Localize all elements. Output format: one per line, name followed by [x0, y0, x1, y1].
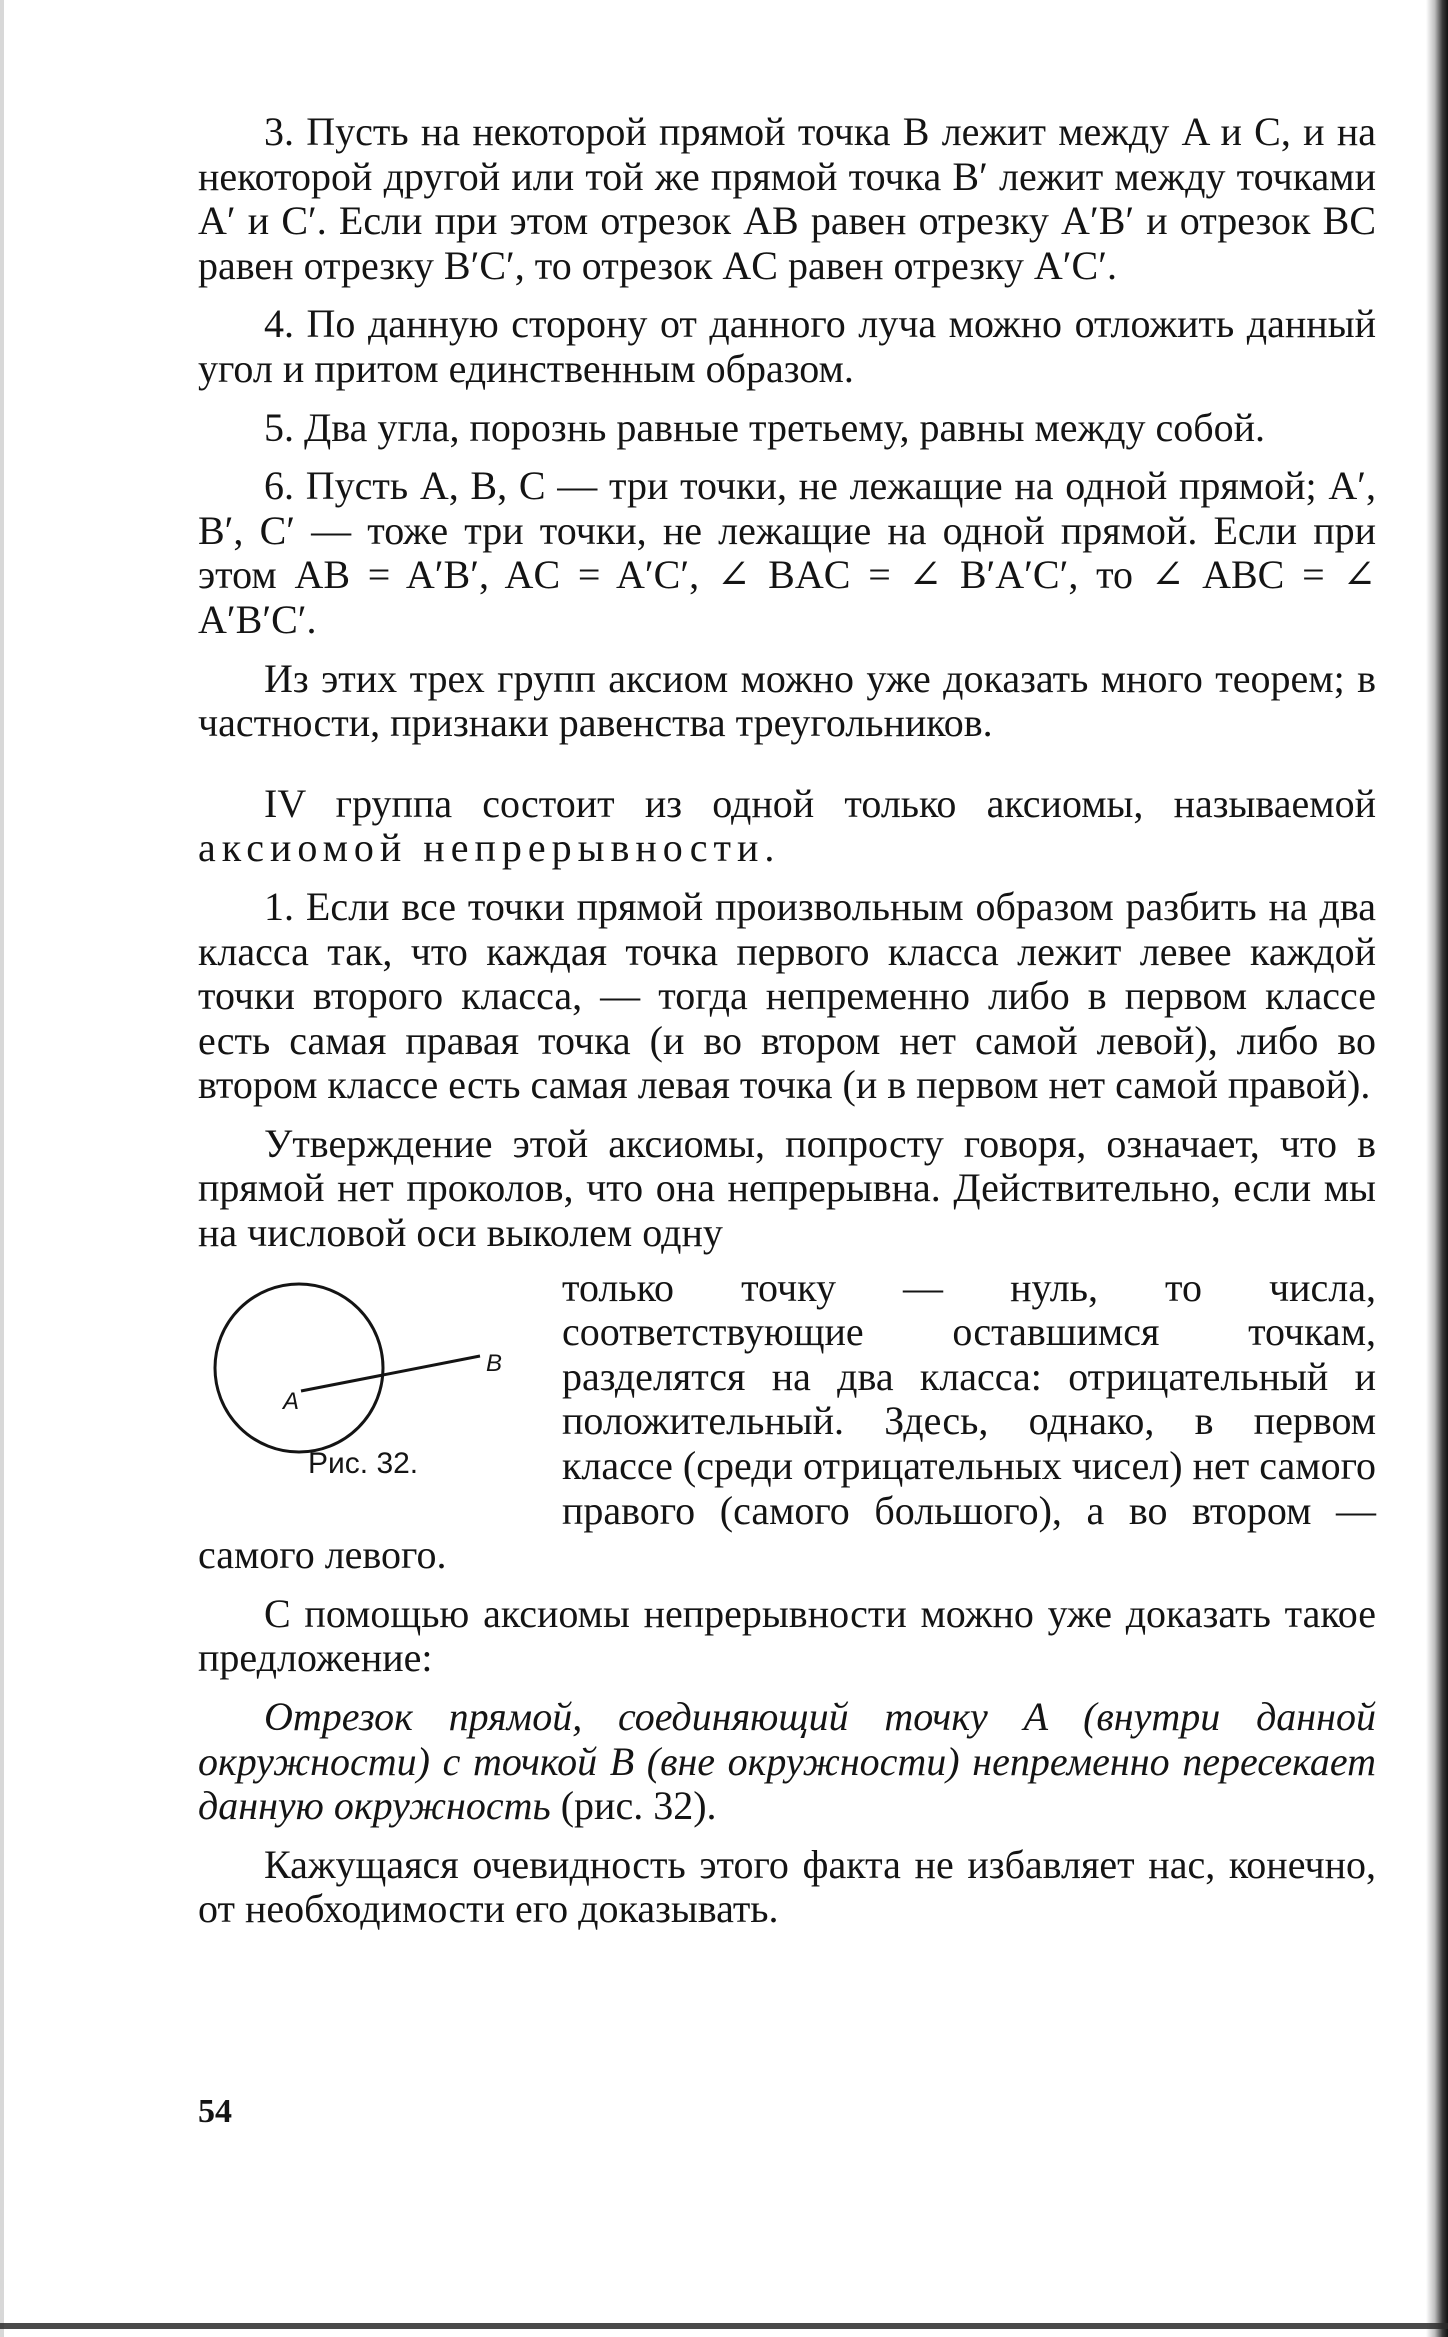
point-a-label: A [283, 1387, 300, 1415]
continuity-usage-paragraph: С помощью аксиомы непрерывности можно уже доказать такое предложение: [198, 1590, 1376, 1681]
figure-text-block [198, 1266, 1376, 1578]
page-body [198, 110, 1376, 1946]
statement-meaning-paragraph: Утверждение этой аксиомы, попросту говоря, означает, что в прямой нет проколов, что она непрерывна. Действительно, если мы на числовой оси выколем одну [198, 1120, 1376, 1256]
group-iv-paragraph [198, 782, 1376, 871]
scan-left-edge [0, 0, 4, 2337]
theorem-statement: Отрезок прямой, соединяющий точку A (внутри данной окружности) с точкой B (вне окружности) непременно пересекает данную окружность [198, 1694, 1376, 1829]
scan-binding-edge [1426, 0, 1448, 2337]
axiom-3-paragraph: 3. Пусть на некоторой прямой точка B лежит между A и C, и на некоторой другой или той же прямой точка B′ лежит между точками A′ и C′. Если при этом отрезок AB равен отрезку A′B′ и отрезок BC равен отрезку B′C′, то отрезок AC равен отрезку A′C′. [198, 109, 1376, 288]
point-b-label: B [486, 1349, 503, 1377]
three-groups-paragraph: Из этих трех групп аксиом можно уже доказать много теорем; в частности, признаки равенства треугольников. [198, 655, 1376, 746]
scan-bottom-edge [0, 2323, 1448, 2329]
axiom-4-paragraph: 4. По данную сторону от данного луча можно отложить данный угол и притом единственным образом. [198, 301, 1376, 391]
axiom-5-paragraph: 5. Два угла, порознь равные третьему, равны между собой. [264, 404, 1266, 450]
figure-caption: Рис. 32. [308, 1446, 419, 1480]
continuity-axiom-paragraph: 1. Если все точки прямой произвольным образом разбить на два класса так, что каждая точка первого класса лежит левее каждой точки второго класса, — тогда непременно либо в первом классе есть самая правая точка (и во втором нет самой левой), либо во втором классе есть самая левая точка (и в первом нет самой правой). [198, 883, 1376, 1108]
segment-ab-line [301, 1356, 480, 1391]
axiom-6-paragraph: 6. Пусть A, B, C — три точки, не лежащие на одной прямой; A′, B′, C′ — тоже три точки, не лежащие на одной прямой. Если при этом AB = A′B′, AC = A′C′, ∠ BAC = ∠ B′A′C′, то ∠ ABC = ∠ A′B′C′. [198, 463, 1376, 642]
obviousness-paragraph: Кажущаяся очевидность этого факта не избавляет нас, конечно, от необходимости его доказывать. [198, 1841, 1376, 1932]
page-number: 54 [198, 2093, 232, 2130]
theorem-paragraph [198, 1695, 1376, 1829]
circle-shape [215, 1284, 383, 1452]
figure-32 [198, 1274, 544, 1518]
statement-continued-paragraph: только точку — нуль, то числа, соответствующие оставшимся точкам, разделятся на два класса: отрицательный и положительный. Здесь, однако, в первом классе (среди отрицательных чисел) нет самого правого (самого большого), а во втором — самого левого. [198, 1264, 1376, 1578]
figure-reference: (рис. 32). [550, 1783, 717, 1829]
continuity-axiom-term: аксиомой непрерывности. [198, 825, 781, 871]
group-iv-intro-text: IV группа состоит из одной только аксиомы, называемой [264, 780, 1376, 826]
section-gap [198, 760, 1376, 782]
